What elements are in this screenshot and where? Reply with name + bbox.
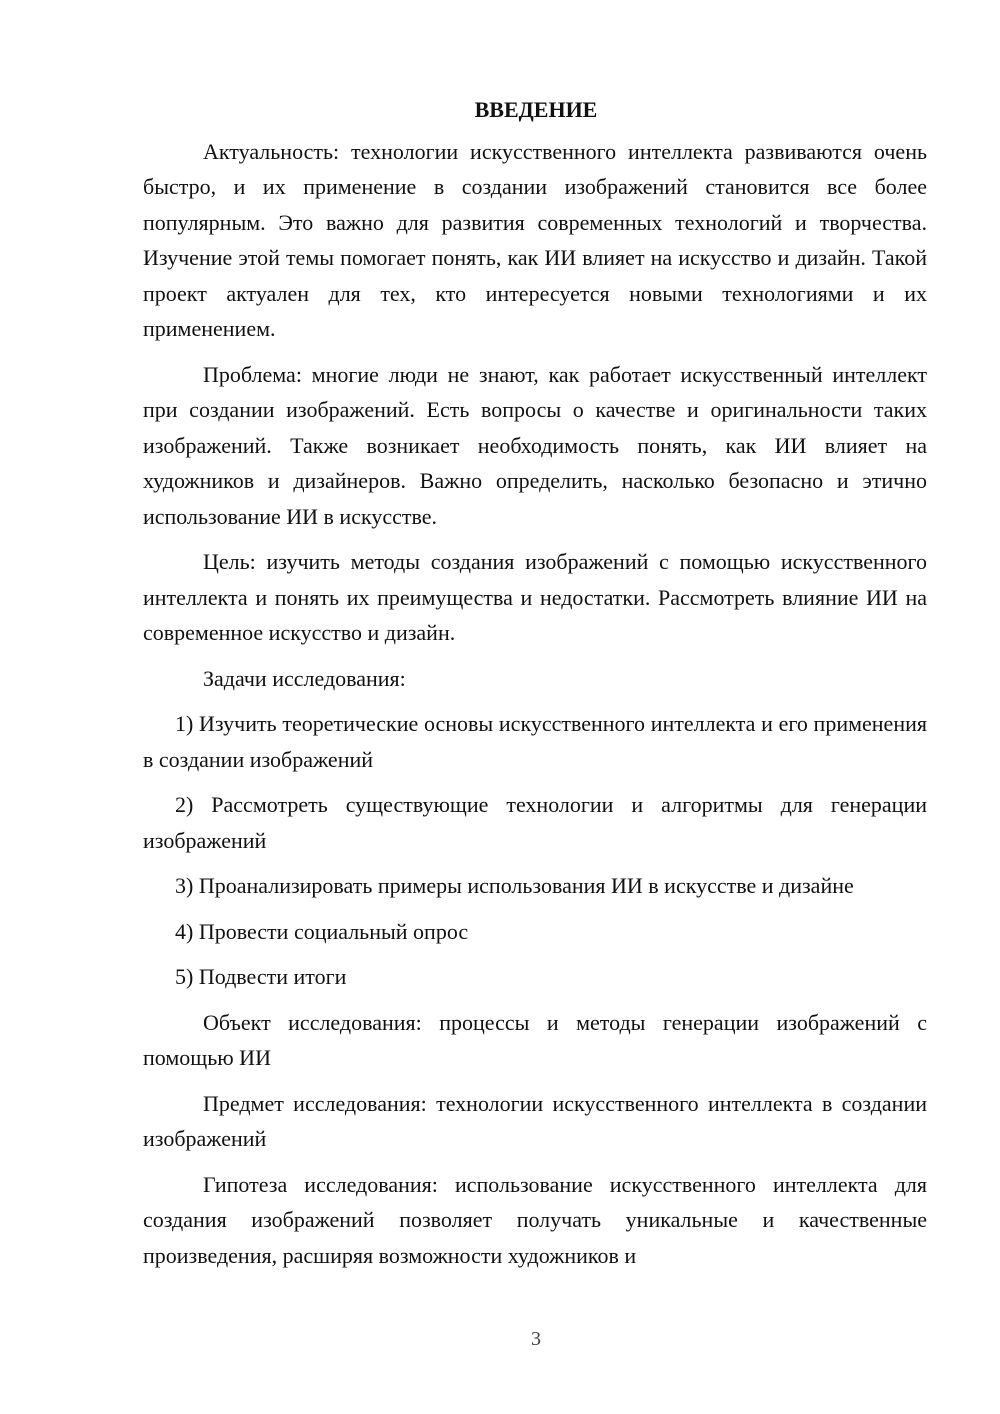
- goal-paragraph: Цель: изучить методы создания изображений с помощью искусственного интеллекта и понять их преимущества и недостатки. Рассмотреть влияние ИИ на современное искусство и дизайн.: [143, 549, 927, 645]
- subject-paragraph: Предмет исследования: технологии искусственного интеллекта в создании изображений: [143, 1090, 927, 1151]
- task-item: 2) Рассмотреть существующие технологии и алгоритмы для генерации изображений: [143, 792, 927, 853]
- section-title: ВВЕДЕНИЕ: [474, 97, 598, 122]
- object-paragraph: Объект исследования: процессы и методы генерации изображений с помощью ИИ: [143, 1009, 927, 1070]
- task-item: 1) Изучить теоретические основы искусственного интеллекта и его применения в создании изображений: [143, 711, 927, 772]
- hypothesis-paragraph: Гипотеза исследования: использование искусственного интеллекта для создания изображений позволяет получать уникальные и качественные произведения, расширяя возможности художников и: [143, 1171, 927, 1268]
- relevance-paragraph: Актуальность: технологии искусственного интеллекта развиваются очень быстро, и их применение в создании изображений становится все более популярным. Это важно для развития современных технологий и творчества. Изучение этой темы помогает понять, как ИИ влияет на искусство и дизайн. Такой проект актуален для тех, кто интересуется новыми технологиями и их применением.: [143, 138, 927, 341]
- task-item: 5) Подвести итоги: [175, 964, 347, 989]
- page-number: 3: [531, 1328, 541, 1350]
- tasks-heading: Задачи исследования:: [203, 665, 406, 691]
- task-item: 3) Проанализировать примеры использования ИИ в искусстве и дизайне: [175, 873, 854, 898]
- problem-paragraph: Проблема: многие люди не знают, как работает искусственный интеллект при создании изображений. Есть вопросы о качестве и оригинальности таких изображений. Также возникает необходимость понять, как ИИ влияет на художников и дизайнеров. Важно определить, насколько безопасно и этично использование ИИ в искусстве.: [143, 361, 927, 529]
- page-content: [143, 92, 927, 1283]
- task-item: 4) Провести социальный опрос: [175, 918, 469, 944]
